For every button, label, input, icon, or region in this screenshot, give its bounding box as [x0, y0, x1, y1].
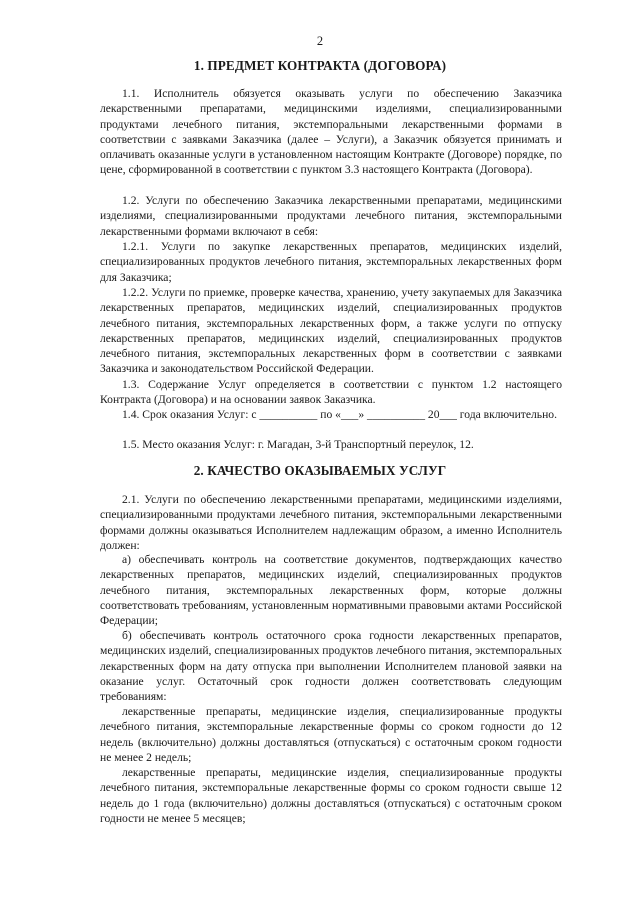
paragraph-2-1-b: б) обеспечивать контроль остаточного срока годности лекарственных препаратов, медицинских изделий, специализированных продуктов лечебного питания, экстемпоральных лекарственных форм на дату отпуска при выполнении Исполнителем плановой заявки на оказание услуг. Остаточный срок годности должен соответствовать следующим требованиям:	[100, 629, 562, 704]
paragraph-2-1-a: а) обеспечивать контроль на соответствие документов, подтверждающих качество лекарственных препаратов, медицинских изделий, специализированных продуктов лечебного питания, экстемпоральных лекарственных форм, которые должны соответствовать требованиям, установленным нормативными правовыми актами Российской Федерации;	[100, 553, 562, 628]
paragraph-1-2: 1.2. Услуги по обеспечению Заказчика лекарственными препаратами, медицинскими изделиями, специализированными продуктами лечебного питания, экстемпоральными лекарственными формами включают в себя:	[100, 194, 562, 238]
paragraph-1-1: 1.1. Исполнитель обязуется оказывать услуги по обеспечению Заказчика лекарственными препаратами, медицинскими изделиями, специализированными продуктами лечебного питания, экстемпоральными лекарственными формами в соответствии с заявками Заказчика (далее – Услуги), а Заказчик обязуется принимать и оплачивать оказанные услуги в установленном настоящим Контракте (Договоре) порядке, по цене, сформированной в соответствии с пунктом 3.3 настоящего Контракта (Договора).	[100, 87, 562, 177]
paragraph-1-5: 1.5. Место оказания Услуг: г. Магадан, 3-й Транспортный переулок, 12.	[122, 438, 474, 451]
section-1-heading: 1. ПРЕДМЕТ КОНТРАКТА (ДОГОВОРА)	[193, 58, 447, 73]
paragraph-2-1: 2.1. Услуги по обеспечению лекарственными препаратами, медицинскими изделиями, специализированными продуктами лечебного питания, экстемпоральными лекарственными формами должны оказываться Исполнителем надлежащим образом, а именно Исполнитель должен:	[100, 493, 562, 552]
page-number: 2	[316, 34, 324, 48]
paragraph-2-1-b-1: лекарственные препараты, медицинские изделия, специализированные продукты лечебного питания, экстемпоральные лекарственные формы со сроком годности до 12 недель (включительно) должны доставляться (отпускаться) с остаточным сроком годности не менее 2 недель;	[100, 705, 562, 764]
paragraph-2-1-b-2: лекарственные препараты, медицинские изделия, специализированные продукты лечебного питания, экстемпоральные лекарственные формы со сроком годности свыше 12 недель до 1 года (включительно) должны доставляться (отпускаться) с остаточным сроком годности не менее 5 месяцев;	[100, 766, 562, 825]
paragraph-1-4: 1.4. Срок оказания Услуг: с __________ по «___» __________ 20___ года включительно.	[122, 408, 557, 421]
paragraph-1-2-1: 1.2.1. Услуги по закупке лекарственных препаратов, медицинских изделий, специализированных продуктов лечебного питания, экстемпоральных лекарственных форм для Заказчика;	[100, 240, 562, 284]
section-2-heading: 2. КАЧЕСТВО ОКАЗЫВАЕМЫХ УСЛУГ	[193, 463, 447, 478]
paragraph-1-3: 1.3. Содержание Услуг определяется в соответствии с пунктом 1.2 настоящего Контракта (Договора) и на основании заявок Заказчика.	[100, 378, 562, 407]
paragraph-1-2-2: 1.2.2. Услуги по приемке, проверке качества, хранению, учету закупаемых для Заказчика лекарственных препаратов, медицинских изделий, специализированных продуктов лечебного питания, экстемпоральных лекарственных форм, а также услуги по отпуску лекарственных препаратов, медицинских изделий, специализированных продуктов лечебного питания, экстемпоральных лекарственных форм в соответствии с заявками Заказчика и законодательством Российской Федерации.	[100, 286, 562, 376]
